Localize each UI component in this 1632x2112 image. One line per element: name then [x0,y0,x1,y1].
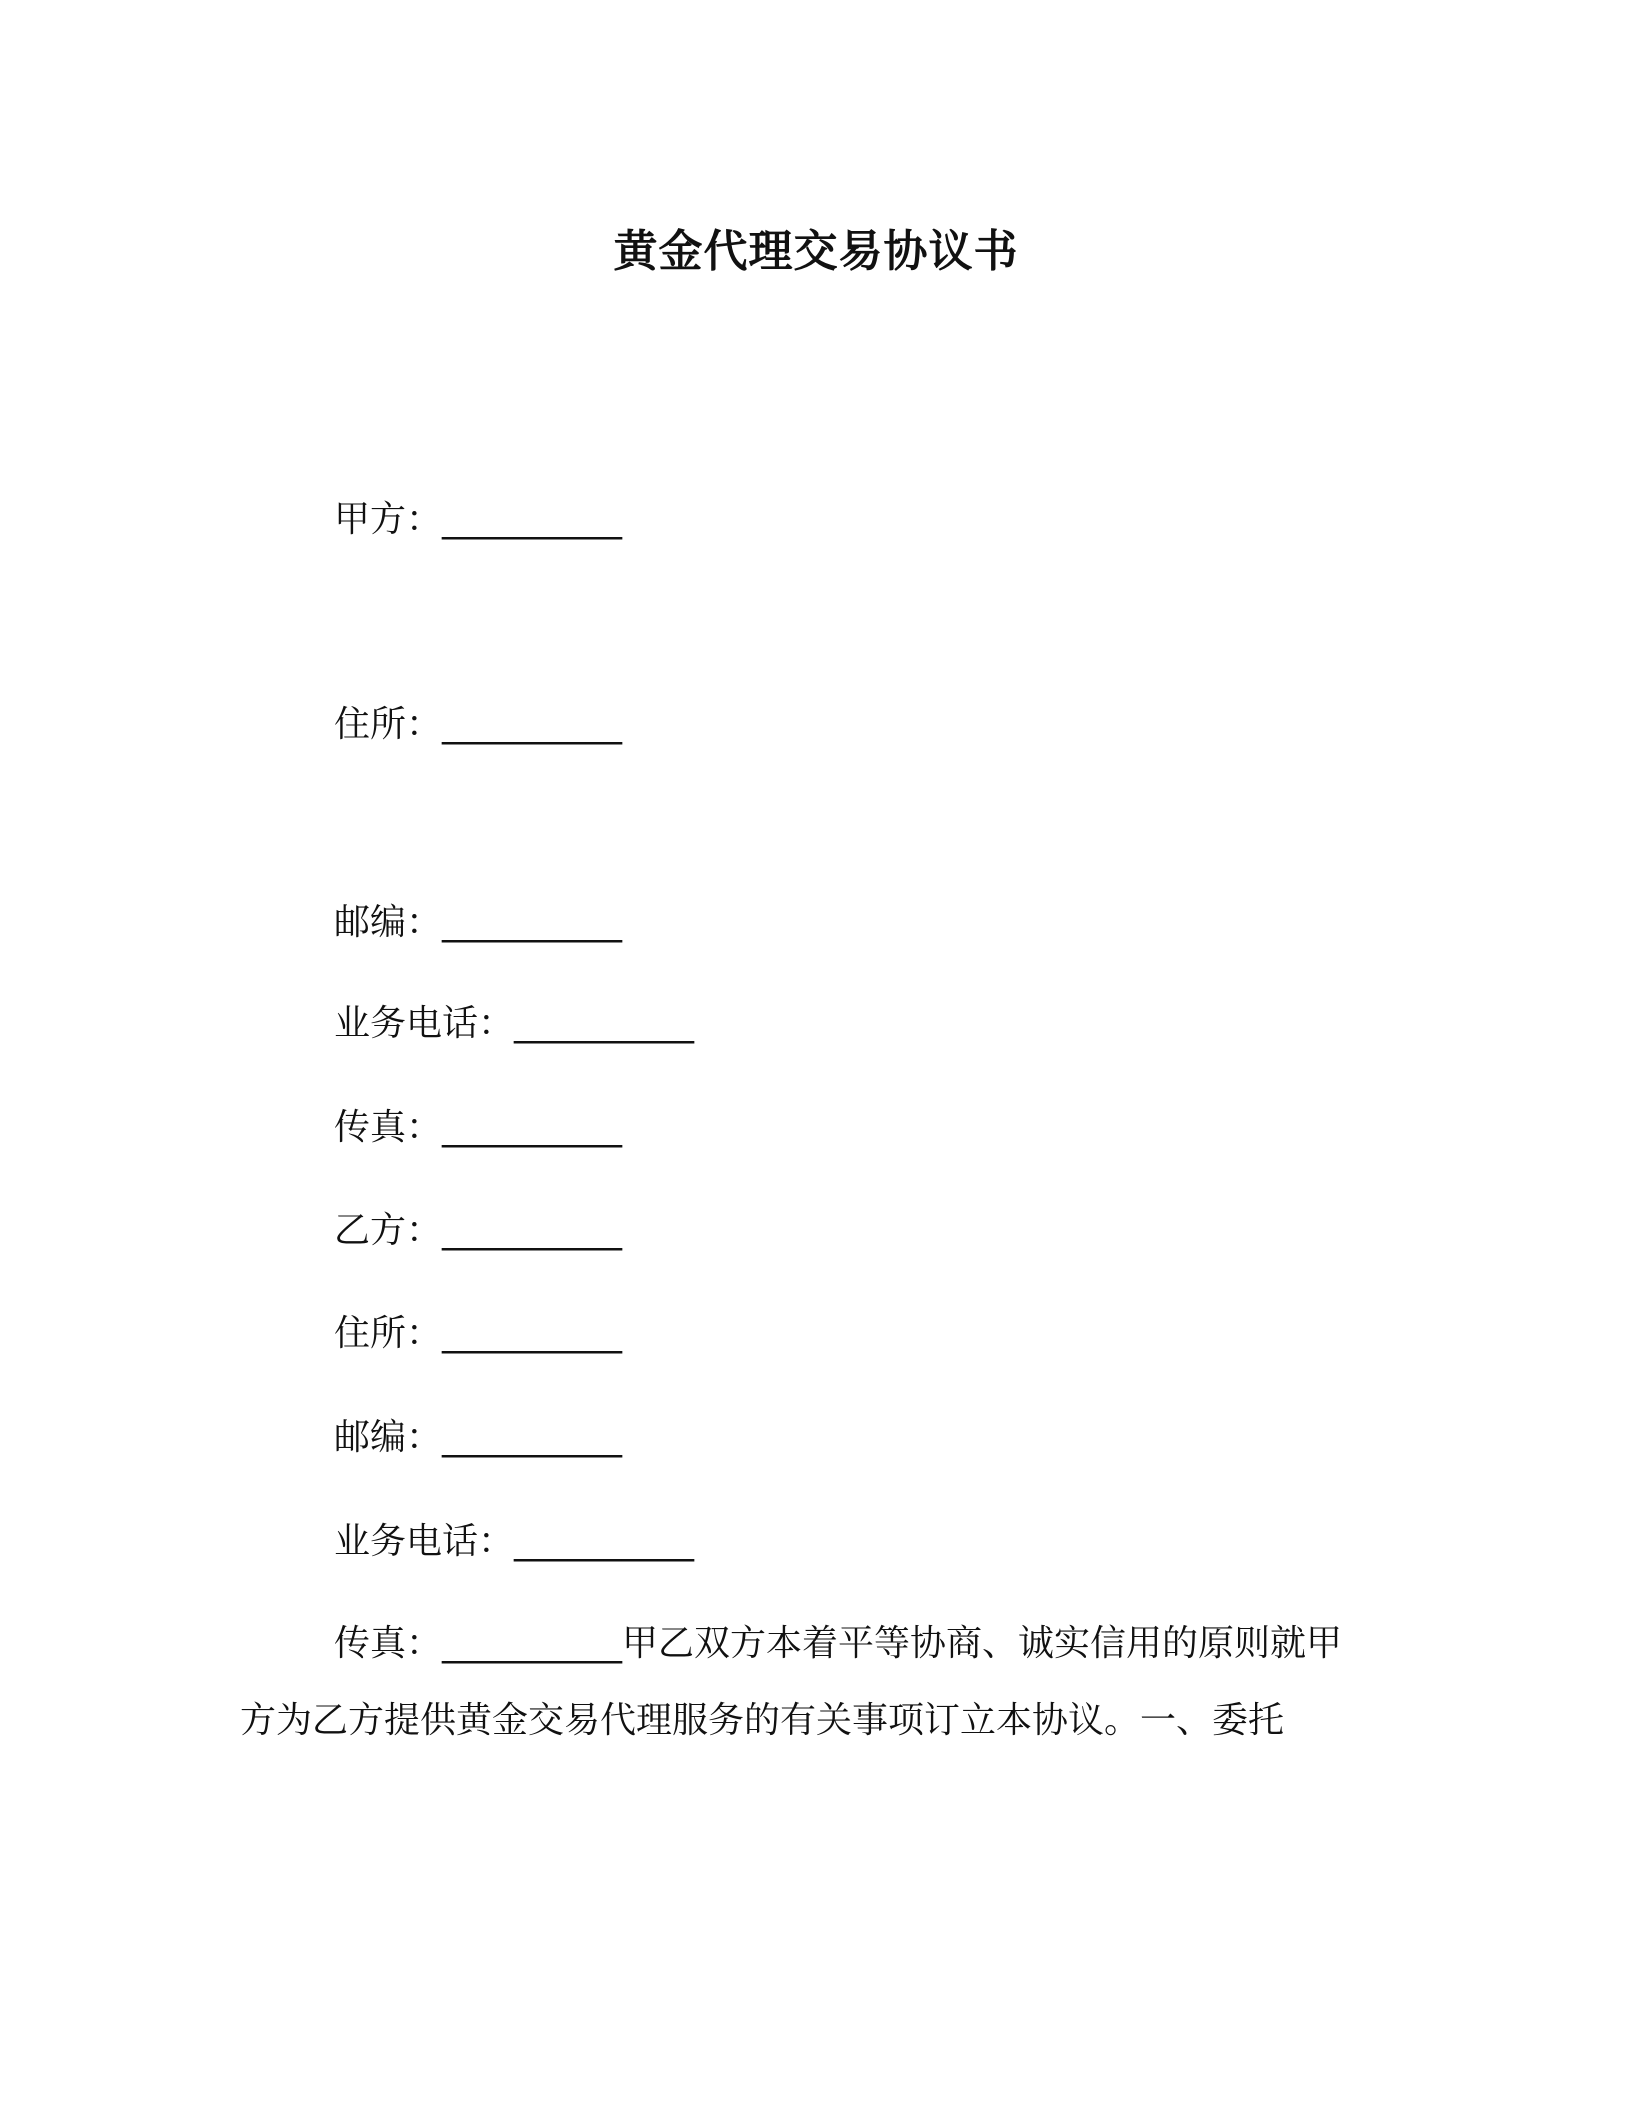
party-a-postcode-blank: __________ [442,902,623,943]
party-b-fax-blank: __________ [442,1623,623,1664]
party-a-name-blank: __________ [442,499,623,540]
party-b-postcode-blank: __________ [442,1417,623,1458]
party-a-address-label: 住所： [334,704,443,745]
party-b-address-label: 住所： [334,1313,443,1354]
party-a-fax-field [334,1104,622,1152]
party-a-address-blank: __________ [442,704,623,745]
intro-text-start: 甲乙双方本着平等协商、诚实信用的原则就甲 [622,1623,1343,1664]
party-b-phone-label: 业务电话： [334,1521,515,1562]
party-b-name-field [334,1207,622,1255]
party-a-fax-label: 传真： [334,1107,443,1148]
party-a-phone-label: 业务电话： [334,1003,515,1044]
intro-text-continuation: 方为乙方提供黄金交易代理服务的有关事项订立本协议。一、委托 [240,1700,1285,1741]
party-b-address-field [334,1310,622,1358]
document-title: 黄金代理交易协议书 [613,226,1019,277]
party-a-name-label: 甲方： [334,499,443,540]
intro-paragraph-line-2 [240,1697,1390,1745]
party-a-name-field [334,496,622,544]
party-a-phone-blank: __________ [514,1003,695,1044]
party-b-address-blank: __________ [442,1313,623,1354]
party-b-postcode-field [334,1414,622,1462]
party-a-fax-blank: __________ [442,1107,623,1148]
party-b-postcode-label: 邮编： [334,1417,443,1458]
party-b-fax-label: 传真： [334,1623,443,1664]
party-a-postcode-label: 邮编： [334,902,443,943]
party-a-address-field [334,701,622,749]
party-b-name-blank: __________ [442,1210,623,1251]
party-b-name-label: 乙方： [334,1210,443,1251]
party-b-phone-field [334,1518,694,1566]
party-a-postcode-field [334,899,622,947]
party-b-phone-blank: __________ [514,1521,695,1562]
intro-paragraph-line-1 [334,1620,1484,1668]
party-a-phone-field [334,1000,694,1048]
